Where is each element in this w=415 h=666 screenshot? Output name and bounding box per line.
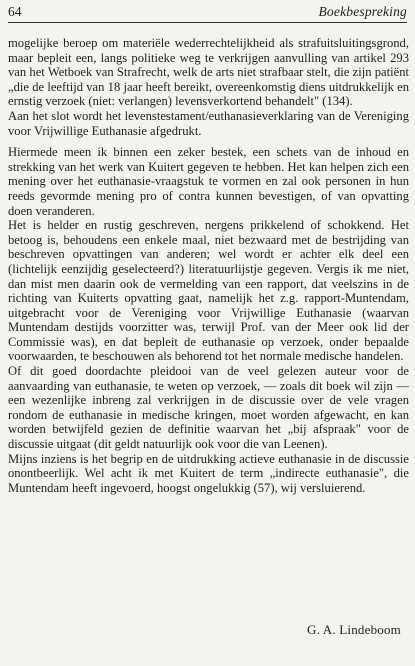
section-title: Boekbespreking: [318, 4, 407, 19]
header-rule: [8, 22, 407, 23]
paragraph-5: Of dit goed doordachte pleidooi van de veel gelezen auteur voor de aanvaarding van euthanasie, te weten op verzoek, — zoals dit boek wil zijn — een wezenlijke inbreng zal verkrijgen in de discussie over de vele vragen rondom de euthanasie in medische kringen, moet worden afgewacht, en kan worden betwijfeld gezien de definitie waarvan het „bij afspraak" voor de discussie uitgaat (dit geldt natuurlijk ook voor die van Leenen).: [8, 364, 409, 452]
page-header: [8, 2, 407, 20]
author-signature: G. A. Lindeboom: [307, 622, 401, 637]
paragraph-1: mogelijke beroep om materiële wederrechtelijkheid als strafuitsluitingsgrond, maar bepleit een, langs politieke weg te verkrijgen aanvulling van artikel 293 van het Wetboek van Strafrecht, welk de arts niet strafbaar stelt, die zijn patiënt „die de leeftijd van 18 jaar heeft bereikt, overeenkomstig diens uitdrukkelijk en ernstig verzoek (niet: verlangen) levensverkortend behandelt" (134).: [8, 36, 409, 109]
paragraph-3: Hiermede meen ik binnen een zeker bestek, een schets van de inhoud en strekking van het werk van Kuitert gegeven te hebben. Het kan helpen zich een mening over het euthanasie-vraagstuk te vormen en zal ook personen in hun reeds gevormde mening pro of contra kunnen bevestigen, of van opvatting doen veranderen.: [8, 145, 409, 218]
review-body: [8, 36, 409, 495]
paragraph-4: Het is helder en rustig geschreven, nergens prikkelend of schokkend. Het betoog is, behoudens een enkele maal, niet bezwaard met de bestrijding van beschreven opvattingen van anderen; wel wordt er achter elk deel een (lichtelijk eenzijdig geselecteerd?) literatuurlijstje gegeven. Vergis ik me niet, dan mist men daarin ook de vermelding van een rapport, dat veelszins in de richting van Kuiterts opvatting gaat, namelijk het z.g. rapport-Muntendam, uitgebracht voor de Vereniging voor Vrijwillige Euthanasie (waarvan Muntendam destijds voorzitter was, terwijl Prof. van der Meer ook lid der Commissie was), en dat bepleit de euthanasie op verzoek, onder bepaalde voorwaarden, te beschouwen als behorend tot het normale medische handelen.: [8, 218, 409, 364]
paragraph-2: Aan het slot wordt het levenstestament/euthanasieverklaring van de Vereniging voor Vrijwillige Euthanasie afgedrukt.: [8, 108, 409, 138]
page-number: 64: [8, 4, 22, 19]
paragraph-6: Mijns inziens is het begrip en de uitdrukking actieve euthanasie in de discussie onontbeerlijk. Wel acht ik met Kuitert de term „indirecte euthanasie", die Muntendam heeft ingevoerd, hoogst ongelukkig (57), wij versluierend.: [8, 451, 409, 495]
